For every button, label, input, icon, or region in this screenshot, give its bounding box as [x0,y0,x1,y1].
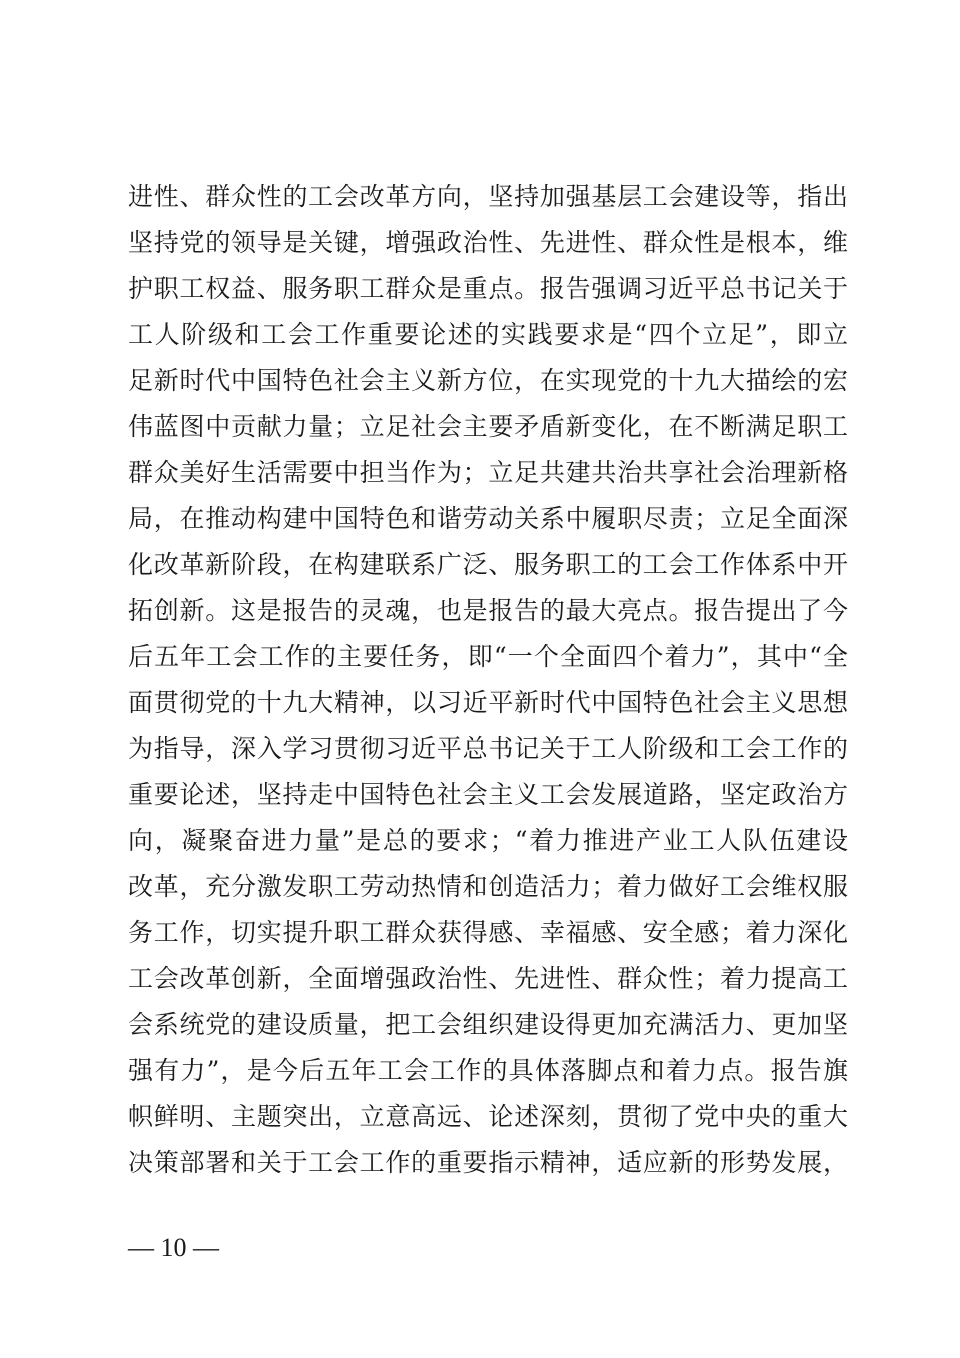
text-line: 坚持党的领导是关键，增强政治性、先进性、群众性是根本，维 [128,228,848,257]
text-line: 群众美好生活需要中担当作为；立足共建共治共享社会治理新格 [128,458,848,487]
page-number: — 10 — [128,1233,219,1262]
text-line: 帜鲜明、主题突出，立意高远、论述深刻，贯彻了党中央的重大 [128,1102,848,1131]
text-line: 后五年工会工作的主要任务，即“一个全面四个着力”，其中“全 [128,642,848,671]
text-line: 决策部署和关于工会工作的重要指示精神，适应新的形势发展， [128,1148,848,1177]
text-line: 工会改革创新，全面增强政治性、先进性、群众性；着力提高工 [128,964,848,993]
text-line: 护职工权益、服务职工群众是重点。报告强调习近平总书记关于 [128,274,848,303]
text-line: 化改革新阶段，在构建联系广泛、服务职工的工会工作体系中开 [128,550,848,579]
text-line: 会系统党的建设质量，把工会组织建设得更加充满活力、更加坚 [128,1010,848,1039]
text-line: 改革，充分激发职工劳动热情和创造活力；着力做好工会维权服 [128,872,848,901]
text-line: 工人阶级和工会工作重要论述的实践要求是“四个立足”，即立 [128,320,848,349]
text-line: 拓创新。这是报告的灵魂，也是报告的最大亮点。报告提出了今 [128,596,848,625]
body-text [128,174,848,1186]
text-line: 局，在推动构建中国特色和谐劳动关系中履职尽责；立足全面深 [128,504,848,533]
text-line: 进性、群众性的工会改革方向，坚持加强基层工会建设等，指出 [128,182,848,211]
text-line: 伟蓝图中贡献力量；立足社会主要矛盾新变化，在不断满足职工 [128,412,848,441]
text-line: 向，凝聚奋进力量”是总的要求；“着力推进产业工人队伍建设 [128,826,848,855]
text-line: 为指导，深入学习贯彻习近平总书记关于工人阶级和工会工作的 [128,734,848,763]
text-line: 重要论述，坚持走中国特色社会主义工会发展道路，坚定政治方 [128,780,848,809]
text-line: 务工作，切实提升职工群众获得感、幸福感、安全感；着力深化 [128,918,848,947]
text-line: 足新时代中国特色社会主义新方位，在实现党的十九大描绘的宏 [128,366,848,395]
text-line: 强有力”，是今后五年工会工作的具体落脚点和着力点。报告旗 [128,1056,848,1085]
text-line: 面贯彻党的十九大精神，以习近平新时代中国特色社会主义思想 [128,688,848,717]
